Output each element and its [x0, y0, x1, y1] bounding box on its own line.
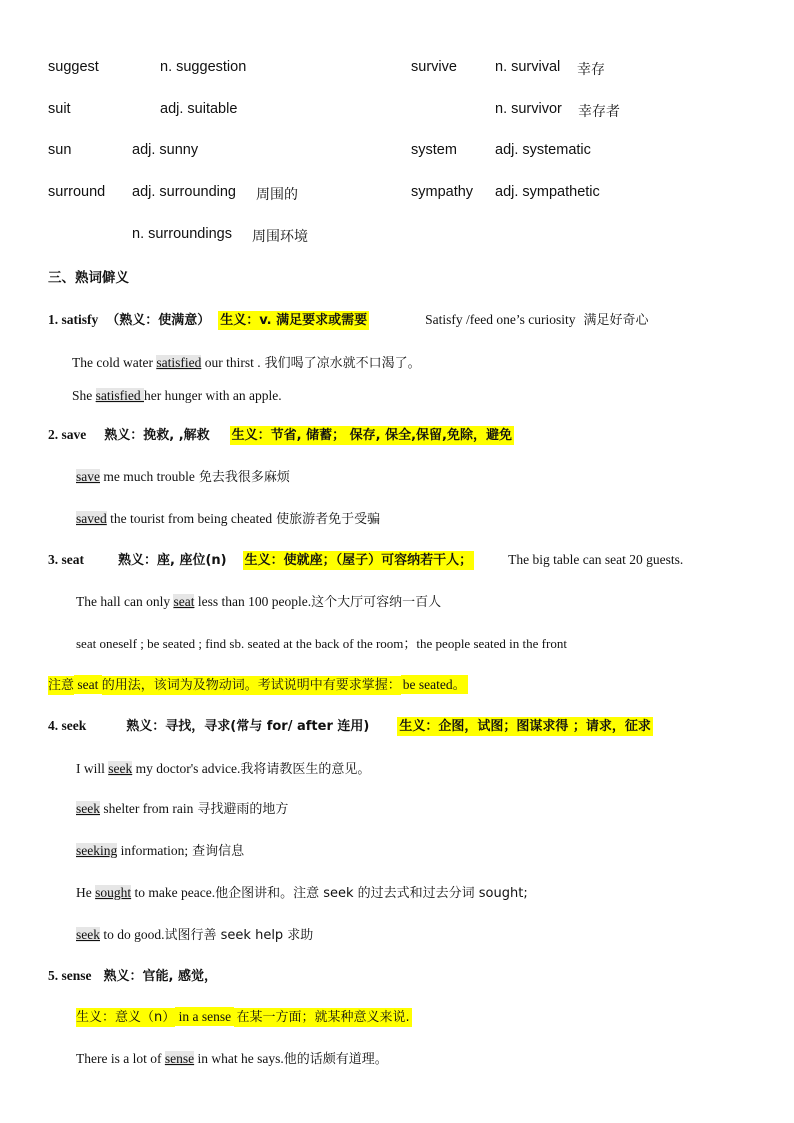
new-meaning: 生义：使就座；（屋子）可容纳若干人； [244, 553, 473, 568]
keyword: satisfied [156, 355, 202, 370]
entry-head: 3. seat [48, 552, 84, 567]
keyword: seek [108, 761, 133, 776]
entry-sense-header [48, 965, 217, 985]
vocab-cn: 周围环境 [252, 229, 308, 245]
example-cn: 这个大厅可容纳一百人 [311, 595, 442, 610]
vocab-form: n. survivor [495, 101, 562, 117]
example-text: shelter from rain [100, 801, 194, 816]
example [76, 924, 313, 944]
entry-save-header [48, 424, 514, 444]
example [76, 1048, 388, 1068]
vocab-word: sun [48, 142, 72, 158]
note-text: 的用法，该词为及物动词。考试说明中有要求掌握： [101, 678, 401, 693]
example-text: The cold water [72, 355, 157, 370]
new-meaning: 生义：v. 满足要求或需要 [220, 313, 368, 328]
example-cn: 他企图讲和。注意 seek 的过去式和过去分词 sought; [215, 886, 528, 901]
example-text: The hall can only [76, 594, 174, 609]
keyword: save [76, 469, 100, 484]
familiar-meaning: （熟义：使满意） [106, 313, 211, 328]
familiar-meaning: 熟义：官能, 感觉， [103, 969, 217, 984]
vocab-cn: 幸存 [577, 62, 605, 78]
familiar-meaning: 熟义：挽救, ,解救 [104, 428, 210, 443]
example-text: her hunger with an apple. [144, 388, 282, 403]
vocab-form: adj. suitable [160, 101, 238, 117]
example-text: the tourist from being cheated [106, 511, 273, 526]
example [76, 840, 244, 860]
entry-head: 2. save [48, 427, 87, 442]
keyword: seat [173, 594, 195, 609]
new-meaning-highlight [76, 1006, 412, 1026]
example [72, 387, 282, 405]
vocab-word: system [411, 142, 457, 158]
keyword: seek [76, 801, 100, 816]
example [76, 466, 290, 486]
vocab-form: adj. systematic [495, 142, 591, 158]
example [76, 508, 380, 528]
example [76, 798, 288, 818]
phrase-cn: 满足好奇心 [583, 313, 649, 328]
example-text: information; [117, 843, 189, 858]
vocab-cn: 幸存者 [578, 104, 620, 120]
example-text: She [72, 388, 96, 403]
keyword: seeking [76, 843, 118, 858]
example-cn: 试图行善 seek help 求助 [164, 928, 314, 943]
vocab-cn: 周围的 [256, 187, 298, 203]
example-text: I will [76, 761, 109, 776]
vocab-word: survive [411, 59, 457, 75]
vocab-form: adj. surrounding [132, 184, 236, 200]
keyword: satisfied [95, 388, 144, 403]
new-meaning: 生义：企图，试图；图谋求得 ；请求，征求 [399, 719, 651, 734]
example-text: in what he says. [194, 1051, 284, 1066]
entry-satisfy-header [48, 309, 649, 329]
example-text: He [76, 885, 96, 900]
new-meaning: 生义：节省, 储蓄； 保存, 保全,保留,免除，避免 [231, 428, 512, 443]
example-text: me much trouble [100, 469, 195, 484]
example-cn: 免去我很多麻烦 [198, 470, 290, 485]
example-text: to make peace. [131, 885, 216, 900]
entry-seat-header [48, 549, 683, 569]
new-meaning: in a sense [175, 1009, 235, 1024]
note-text: be seated。 [402, 677, 467, 692]
vocab-word: surround [48, 184, 106, 200]
keyword: sought [95, 885, 132, 900]
vocab-form: n. survival [495, 59, 561, 75]
example-cn: 查询信息 [192, 844, 245, 859]
keyword: seek [76, 927, 100, 942]
new-meaning: 在某一方面；就某种意义来说. [236, 1010, 410, 1025]
example-text: my doctor's advice. [132, 761, 241, 776]
entry-head: 4. seek [48, 718, 87, 733]
example-text: to do good. [100, 927, 165, 942]
note-highlight [48, 673, 468, 694]
keyword: saved [76, 511, 107, 526]
familiar-meaning: 熟义：寻找，寻求(常与 for/ after 连用) [126, 719, 370, 734]
section-title: 三、熟词僻义 [48, 270, 129, 286]
vocab-word: suit [48, 101, 71, 117]
new-meaning: 生义：意义（n） [76, 1010, 176, 1025]
phrase: The big table can seat 20 guests. [508, 552, 684, 567]
familiar-meaning: 熟义：座, 座位(n) [118, 553, 227, 568]
example-text: less than 100 people. [194, 594, 312, 609]
vocab-form: n. suggestion [160, 59, 247, 75]
keyword: sense [164, 1051, 195, 1066]
vocab-form: n. surroundings [132, 226, 232, 242]
vocab-form: adj. sympathetic [495, 184, 600, 200]
example-cn: 我们喝了凉水就不口渴了。 [264, 356, 421, 371]
example [76, 591, 441, 611]
example: seat oneself ; be seated ; find sb. seated at the back of the room；the people seated in the front [76, 636, 567, 651]
entry-head: 5. sense [48, 968, 92, 983]
example [76, 758, 370, 778]
example-cn: 寻找避雨的地方 [197, 802, 289, 817]
entry-seek-header [48, 715, 653, 735]
example [76, 882, 528, 902]
example-cn: 他的话颇有道理。 [283, 1052, 388, 1067]
phrase: Satisfy /feed one’s curiosity [425, 312, 576, 327]
note-text: seat [74, 677, 102, 692]
example-text: our thirst . [201, 355, 261, 370]
example-cn: 我将请教医生的意见。 [240, 762, 371, 777]
vocab-word: sympathy [411, 184, 474, 200]
example-cn: 使旅游者免于受骗 [276, 512, 381, 527]
entry-head: 1. satisfy [48, 312, 99, 327]
vocab-word: suggest [48, 59, 99, 75]
example [72, 352, 421, 372]
example-text: There is a lot of [76, 1051, 165, 1066]
note-text: 注意 [48, 678, 75, 693]
vocab-form: adj. sunny [132, 142, 199, 158]
